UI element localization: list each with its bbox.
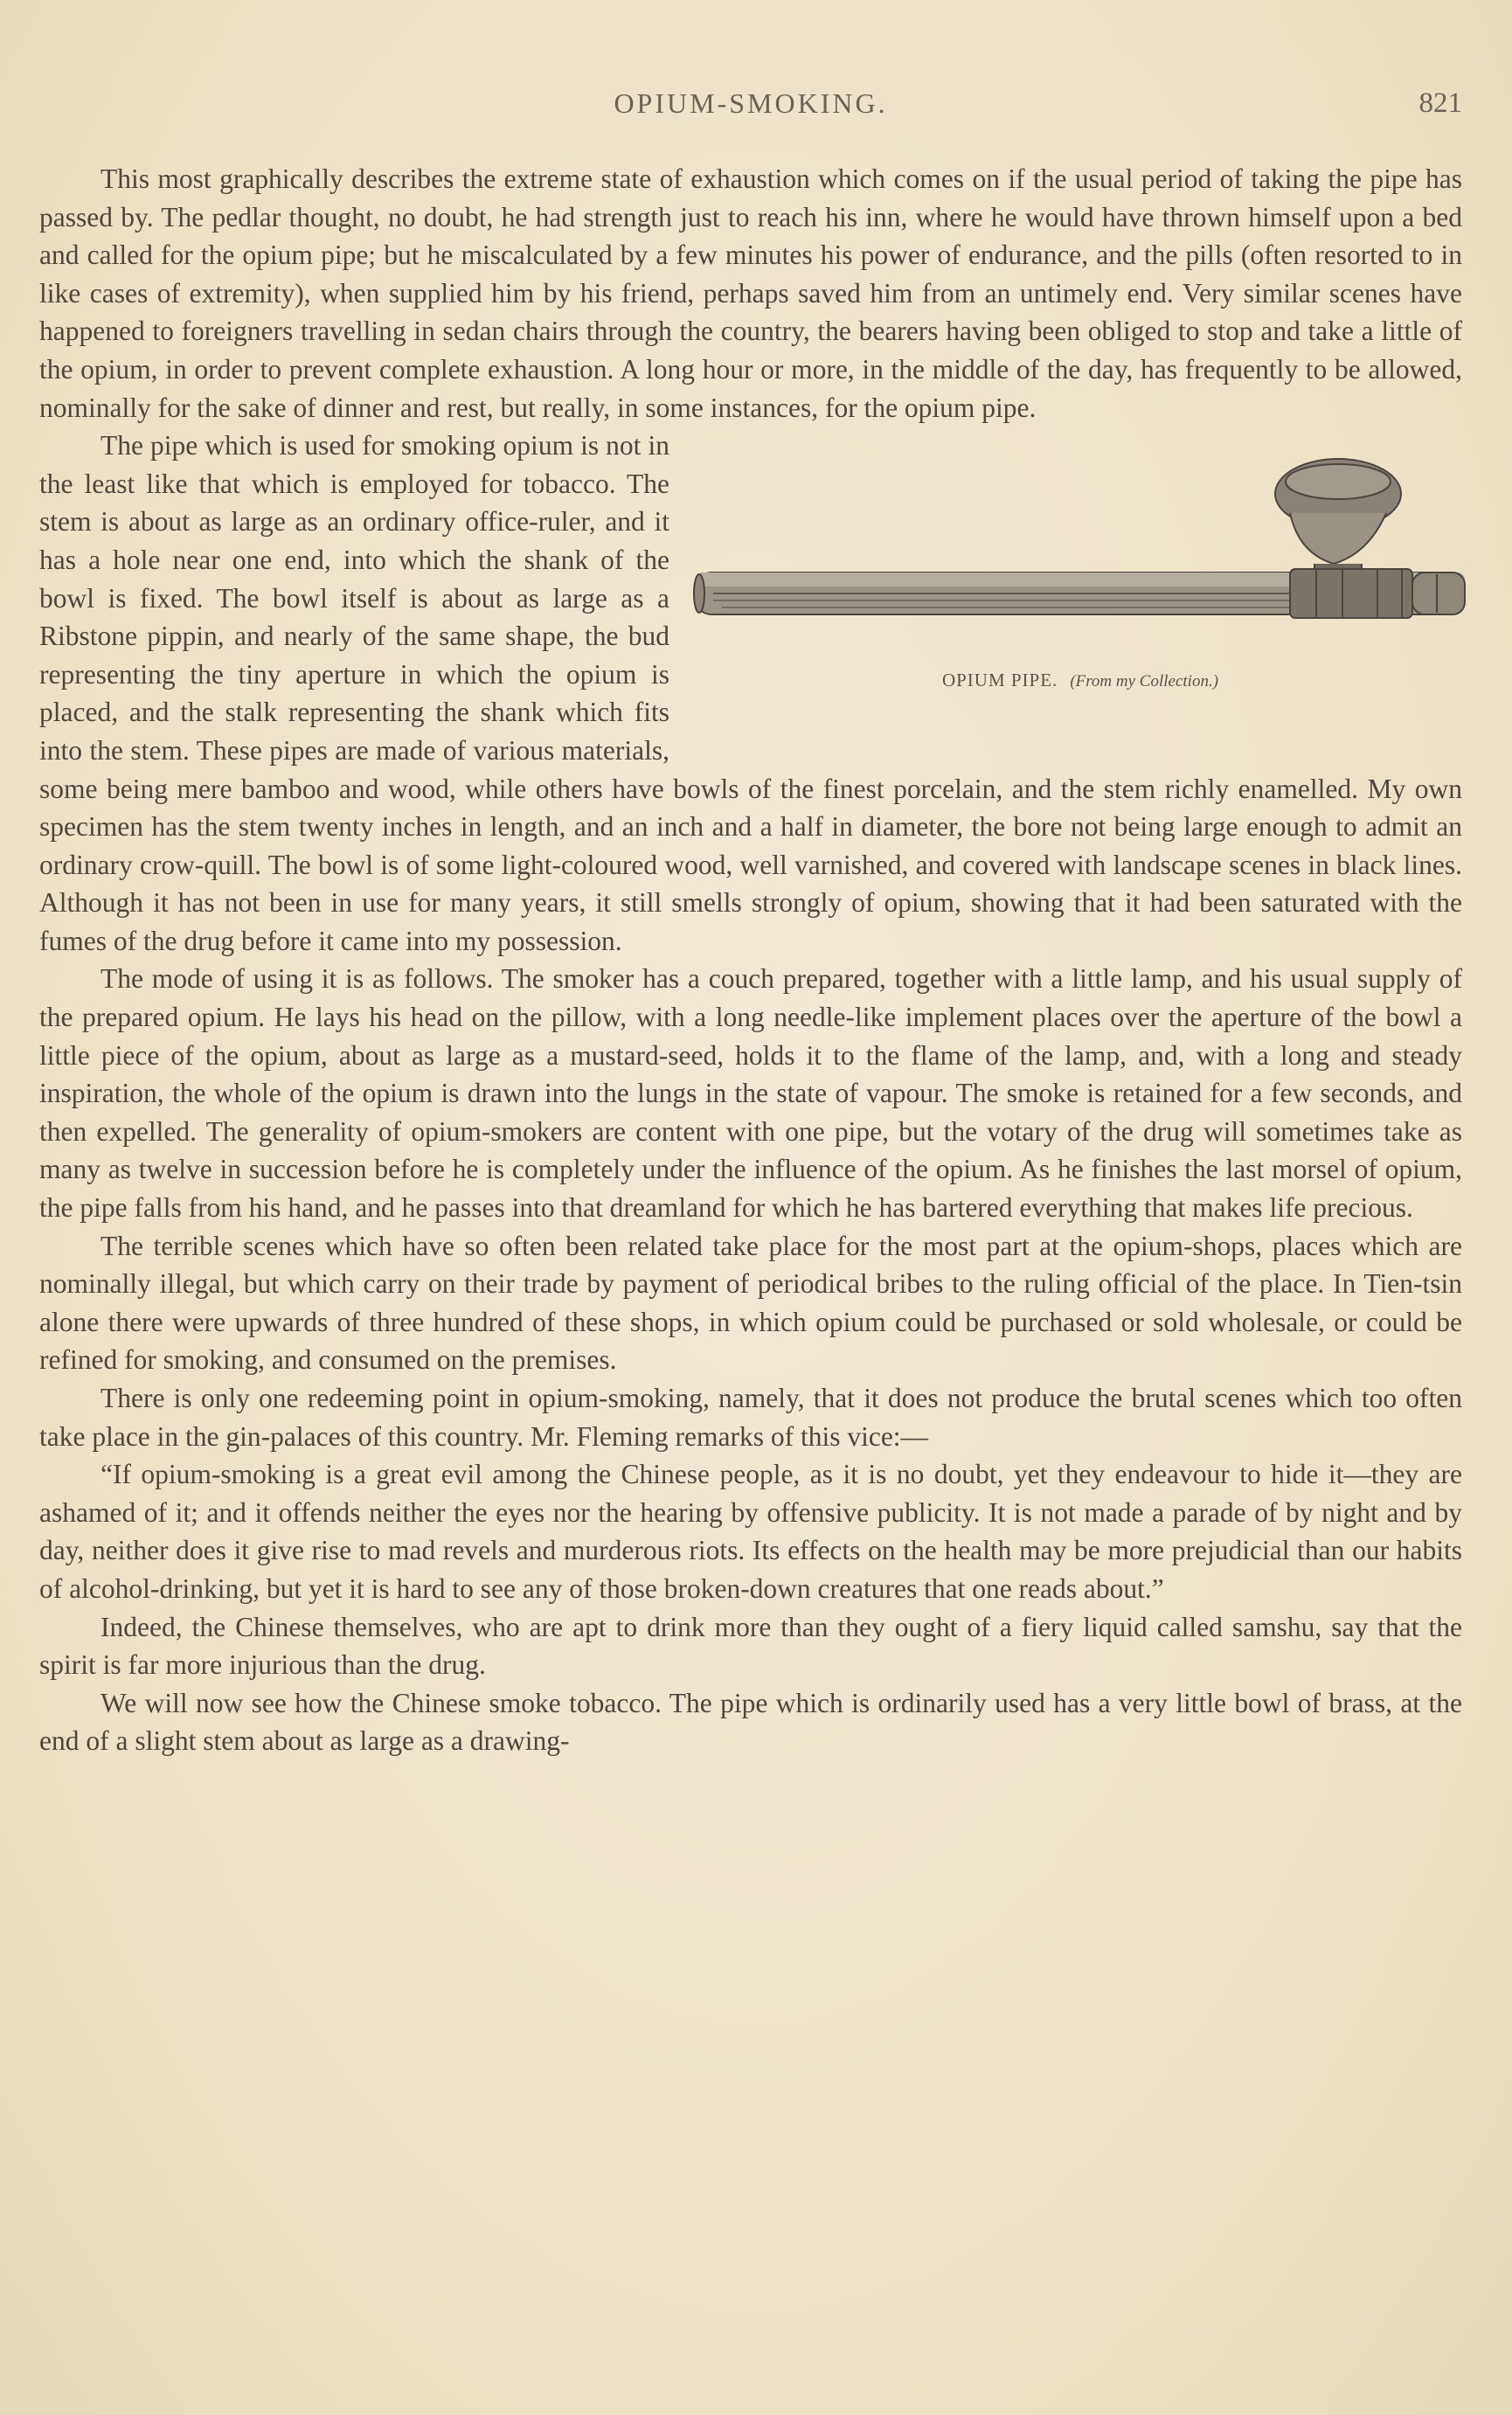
paragraph-3: The mode of using it is as follows. The smoker has a couch prepared, together with a little lamp, and his usual supply of the prepared opium. He lays his head on the pillow, with a long needle-like implement places over the aperture of the bowl a little piece of the opium, about as large as a mustard-seed, holds it to the flame of the lamp, and, with a long and steady inspiration, the whole of the opium is drawn into the lungs in the state of vapour. The smoke is retained for a few seconds, and then expelled. The generality of opium-smokers are content with one pipe, but the votary of the drug will sometimes take as many as twelve in succession before he is completely under the influence of the opium. As he finishes the last morsel of opium, the pipe falls from his hand, and he passes into that dreamland for which he has bartered everything that makes life precious. — [39, 963, 1462, 1224]
opium-pipe-illustration — [687, 441, 1474, 660]
paragraph-7: Indeed, the Chinese themselves, who are apt to drink more than they ought of a fiery liquid called samshu, say that the spirit is far more injurious than the drug. — [39, 1611, 1462, 1681]
running-title: OPIUM-SMOKING. — [614, 87, 888, 119]
paragraph-2: The pipe which is used for smoking opium is not in the least like that which is employed for tobacco. The stem is about as large as an ordinary office-ruler, and it has a hole near one end, into which the shank of the bowl is fixed. The bowl itself is about as large as a Ribstone pippin, and nearly of the same shape, the bud representing the tiny aperture in which the opium is placed, and the stalk representing the shank which fits into the stem. These pipes are made of various materials, some being mere bamboo and wood, while others have bowls of the finest porcelain, and the stem richly enamelled. My own specimen has the stem twenty inches in length, and an inch and a half in diameter, the bore not being large enough to admit an ordinary crow-quill. The bowl is of some light-coloured wood, well varnished, and covered with landscape scenes in black lines. Although it has not been in use for many years, it still smells strongly of opium, showing that it had been saturated with the fumes of the drug before it came into my possession. — [39, 430, 1462, 956]
paragraph-8: We will now see how the Chinese smoke tobacco. The pipe which is ordinarily used has a very little bowl of brass, at the end of a slight stem about as large as a drawing- — [39, 1687, 1462, 1757]
paragraph-5: There is only one redeeming point in opium-smoking, namely, that it does not produce the brutal scenes which too often take place in the gin-palaces of this country. Mr. Fleming remarks of this vice:— — [39, 1383, 1462, 1452]
caption-title: OPIUM PIPE. — [941, 670, 1058, 691]
page-header — [39, 87, 1462, 131]
paragraph-4: The terrible scenes which have so often been related take place for the most part at the opium-shops, places which are nominally illegal, but which carry on their trade by payment of periodical bribes to the ruling official of the place. In Tien-tsin alone there were upwards of three hundred of these shops, in which opium could be purchased or sold wholesale, or could be refined for smoking, and consumed on the premises. — [39, 1230, 1462, 1376]
opium-pipe-figure — [687, 428, 1474, 767]
paragraph-1: This most graphically describes the extreme state of exhaustion which comes on if the usual period of taking the pipe has passed by. The pedlar thought, no doubt, he had strength just to reach his inn, where he would have thrown himself upon a bed and called for the opium pipe; but he miscalculated by a few minutes his power of endurance, and the pills (often resorted to in like cases of extremity), when supplied him by his friend, perhaps saved him from an untimely end. Very similar scenes have happened to foreigners travelling in sedan chairs through the country, the bearers having been obliged to stop and take a little of the opium, in order to prevent complete exhaustion. A long hour or more, in the middle of the day, has frequently to be allowed, nominally for the sake of dinner and rest, but really, in some instances, for the opium pipe. — [39, 163, 1462, 423]
caption-credit: (From my Collection.) — [1070, 672, 1219, 691]
figure-caption — [687, 662, 1474, 701]
page-number: 821 — [1418, 87, 1462, 119]
paragraph-6-quote: “If opium-smoking is a great evil among the Chinese people, as it is no doubt, yet they endeavour to hide it—they are ashamed of it; and it offends neither the eyes nor the hearing by offensive publicity. It is not made a parade of by night and by day, neither does it give rise to mad revels and murderous riots. Its effects on the health may be more prejudicial than our habits of alcohol-drinking, but yet it is hard to see any of those broken-down creatures that one reads about.” — [39, 1459, 1462, 1604]
body-text — [39, 160, 1462, 1760]
